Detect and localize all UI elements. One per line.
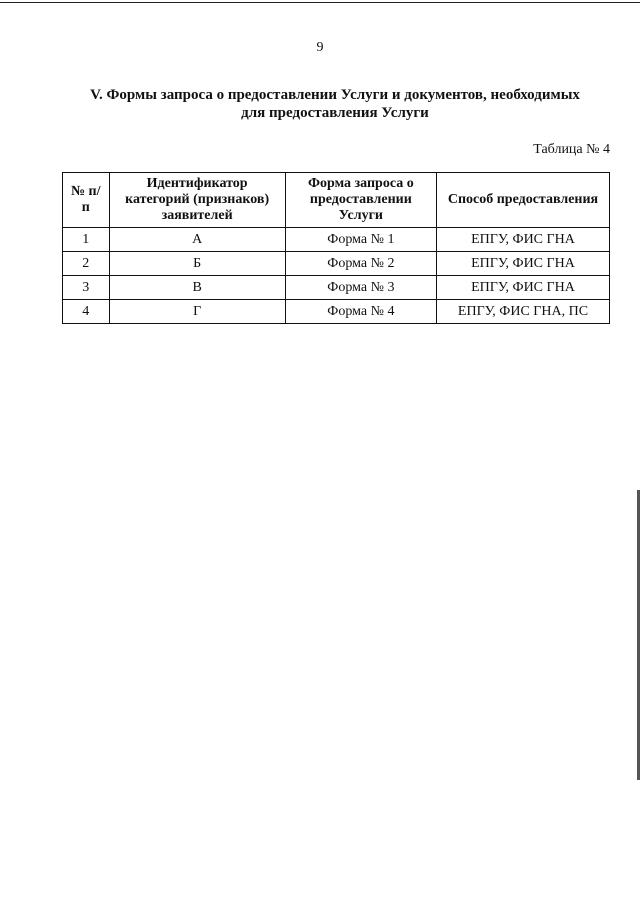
- table-row: [63, 300, 610, 324]
- row-number-cell: 2: [63, 252, 110, 276]
- header-category-identifier: Идентификатор категорий (признаков) заявителей: [109, 173, 285, 228]
- table-row: [63, 228, 610, 252]
- top-border-line: [0, 2, 640, 3]
- section-title-line-2: для предоставления Услуги: [241, 105, 429, 121]
- row-number-cell: 1: [63, 228, 110, 252]
- table-row: [63, 252, 610, 276]
- category-cell: А: [109, 228, 285, 252]
- form-cell: Форма № 4: [285, 300, 436, 324]
- header-submission-method: Способ предоставления: [436, 173, 609, 228]
- table-row: [63, 276, 610, 300]
- section-title: [40, 86, 630, 122]
- row-number-cell: 3: [63, 276, 110, 300]
- form-cell: Форма № 2: [285, 252, 436, 276]
- section-title-line-1: V. Формы запроса о предоставлении Услуги и документов, необходимых: [90, 87, 580, 103]
- category-cell: В: [109, 276, 285, 300]
- form-cell: Форма № 1: [285, 228, 436, 252]
- form-cell: Форма № 3: [285, 276, 436, 300]
- category-cell: Б: [109, 252, 285, 276]
- method-cell: ЕПГУ, ФИС ГНА: [436, 228, 609, 252]
- request-forms-table: [62, 172, 610, 324]
- header-request-form: Форма запроса о предоставлении Услуги: [285, 173, 436, 228]
- table-header-row: [63, 173, 610, 228]
- method-cell: ЕПГУ, ФИС ГНА: [436, 276, 609, 300]
- method-cell: ЕПГУ, ФИС ГНА: [436, 252, 609, 276]
- table-caption: Таблица № 4: [533, 142, 610, 157]
- row-number-cell: 4: [63, 300, 110, 324]
- category-cell: Г: [109, 300, 285, 324]
- method-cell: ЕПГУ, ФИС ГНА, ПС: [436, 300, 609, 324]
- header-number: № п/п: [63, 173, 110, 228]
- page-number: 9: [316, 40, 324, 55]
